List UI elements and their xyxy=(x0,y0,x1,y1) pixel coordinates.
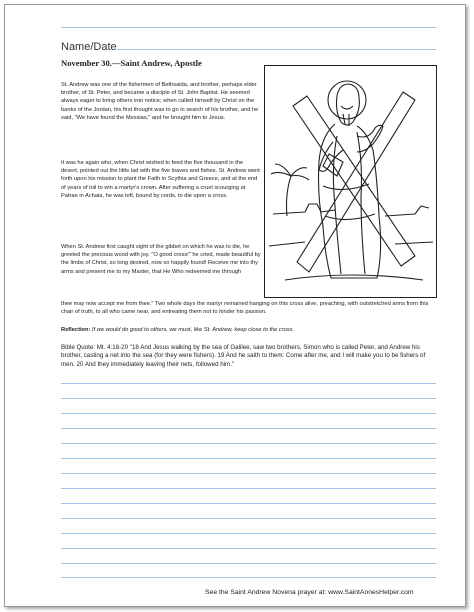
answer-line[interactable] xyxy=(61,518,436,519)
reflection xyxy=(61,326,439,334)
paragraph-3-continuation: thee may now accept me from thee." Two whole days the martyr remained hanging on this cross alive, preaching, with outstretched arms from this chair of truth, to all who came near, and entreating them not to hinder his passion. xyxy=(61,301,429,316)
answer-line[interactable] xyxy=(61,488,436,489)
name-date-line xyxy=(117,49,436,50)
answer-line[interactable] xyxy=(61,443,436,444)
answer-line[interactable] xyxy=(61,548,436,549)
answer-line[interactable] xyxy=(61,577,436,578)
saint-andrew-drawing xyxy=(265,66,436,297)
page-title: November 30.—Saint Andrew, Apostle xyxy=(61,58,202,68)
answer-line[interactable] xyxy=(61,533,436,534)
answer-line[interactable] xyxy=(61,563,436,564)
writing-line xyxy=(61,27,436,28)
answer-line[interactable] xyxy=(61,398,436,399)
bible-quote: Bible Quote: Mt. 4:18-20 "18 And Jesus walking by the sea of Galilee, saw two brothers, Simon who is called Peter, and Andrew his brother, casting a net into the sea (for they were fishers). 19 And he saith to them: Come after me, and I will make you to be fishers of men. 20 And they immediately leaving their nets, followed him." xyxy=(61,344,426,368)
answer-line[interactable] xyxy=(61,473,436,474)
answer-line[interactable] xyxy=(61,458,436,459)
worksheet-page xyxy=(4,4,466,607)
footer-note: See the Saint Andrew Novena prayer at: www.SaintAnnesHelper.com xyxy=(205,589,414,596)
answer-line[interactable] xyxy=(61,383,436,384)
paragraph-2: It was he again who, when Christ wished to feed the five thousand in the desert, pointed out the little lad with the five loaves and fishes. St. Andrew went forth upon his mission to plant the Faith in Scythia and Greece, and at the end of years of toil to win a martyr's crown. After suffering a cruel scourging at Patrae in Achaia, he was left, bound by cords, to die upon a cross. xyxy=(61,160,260,199)
answer-line[interactable] xyxy=(61,413,436,414)
paragraph-3: When St. Andrew first caught sight of the gibbet on which he was to die, he greeted the precious wood with joy. "O good cross!" he cried, made beautiful by the limbs of Christ, so long desired, now so happily found! Receive me into thy arms and present me to my Master, that He Who redeemed me through xyxy=(61,244,261,275)
saint-andrew-illustration xyxy=(264,65,437,298)
name-date-label: Name/Date xyxy=(61,41,117,53)
paragraph-1: St. Andrew was one of the fishermen of Bethsaida, and brother, perhaps elder brother, of St. Peter, and became a disciple of St. John Baptist. He seemed always eager to bring others into notice; when called himself by Christ on the banks of the Jordan, his first thought was to go in search of his brother, and he said, "We have found the Messias," and he brought him to Jesus. xyxy=(61,82,259,121)
reflection-text: If we would do good to others, we must, like St. Andrew, keep close to the cross. xyxy=(91,327,295,333)
answer-line[interactable] xyxy=(61,428,436,429)
reflection-label: Reflection: xyxy=(61,327,91,333)
answer-line[interactable] xyxy=(61,503,436,504)
